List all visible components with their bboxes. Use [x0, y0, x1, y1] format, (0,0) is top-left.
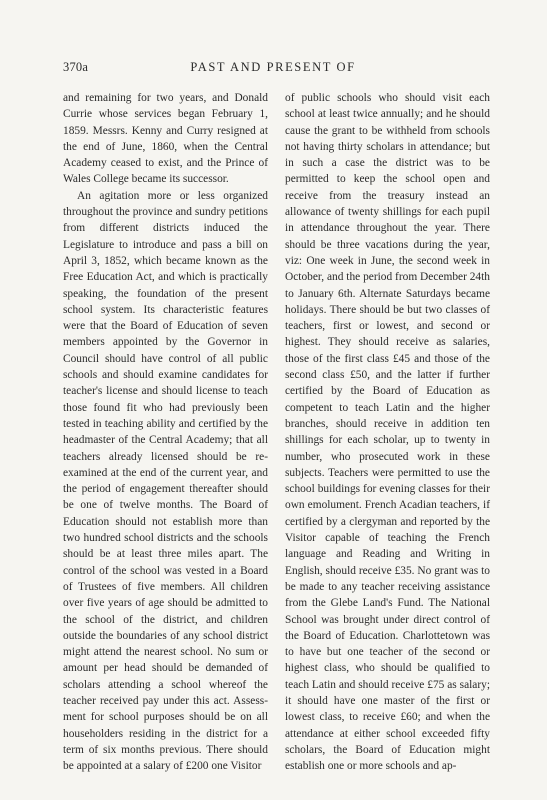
- paragraph: An agitation more or less organized throughout the province and sundry petitions from different districts induced the Legislature to introduce and pass a bill on April 3, 1852, which became known as the Free Education Act, and which is practically speaking, the foundation of the present school system. Its characteristic features were that the Board of Education of seven members appointed by the Governor in Council should have control of all public schools and should examine candidates for teacher's license and should license to teach those found fit who had previously been tested in teaching ability and certified by the headmaster of the Central Academy; that all teachers already licensed should be reexamined at the end of the current year, and the period of engagement thereafter should be one of twelve months. The Board of Education should not establish more than two hundred school districts and the schools should be at least three miles apart. The control of the school was vested in a Board of Trustees of five members. All children over five years of age should be admitted to the school of the district, and children outside the boundaries of any school district might attend the nearest school. No sum or amount per head should be demanded of scholars attending a school whereof the teacher received pay under this act. Assessment for school purposes should be on all householders residing in the district for a term of six months previous. There should be appointed at a salary of £200 one Visitor: [63, 189, 268, 773]
- running-title: PAST AND PRESENT OF: [190, 60, 356, 74]
- right-column: [285, 90, 490, 774]
- page-number: 370a: [63, 60, 89, 74]
- left-column: [63, 90, 268, 774]
- paragraph: and remaining for two years, and Donald Currie whose services began February 1, 1859. Messrs. Kenny and Curry resigned at the end of June, 1860, when the Central Academy ceased to exist, and the Prince of Wales College became its successor.: [63, 92, 268, 186]
- page-header: [63, 60, 483, 78]
- paragraph: of public schools who should visit each school at least twice annually; and he should cause the grant to be withheld from schools not having thirty scholars in attendance; but in such a case the district was to be permitted to keep the school open and receive from the treasury instead an allowance of twenty shillings for each pupil in attendance throughout the year. There should be three vacations during the year, viz: One week in June, the second week in October, and the period from December 24th to January 6th. Alternate Saturdays became holidays. There should be but two classes of teachers, first or lowest, and second or highest. They should receive as salaries, those of the first class £45 and those of the second class £50, and the latter if further certified by the Board of Education as competent to teach Latin and the higher branches, should receive in addition ten shillings for each scholar, up to twenty in number, who prosecuted work in these subjects. Teachers were permitted to use the school buildings for evening classes for their own emolument. French Acadian teachers, if certified by a clergyman and reported by the Visitor capable of teaching the French language and Reading and Writing in English, should receive £35. No grant was to be made to any teacher receiving assistance from the Glebe Land's Fund. The National School was brought under direct control of the Board of Education. Charlottetown was to have but one teacher of the second or highest class, who should be qualified to teach Latin and should receive £75 as salary; it should have one master of the first or lowest class, to receive £60; and when the attendance at either school exceeded fifty scholars, the Board of Education might establish one or more schools and ap-: [285, 92, 490, 773]
